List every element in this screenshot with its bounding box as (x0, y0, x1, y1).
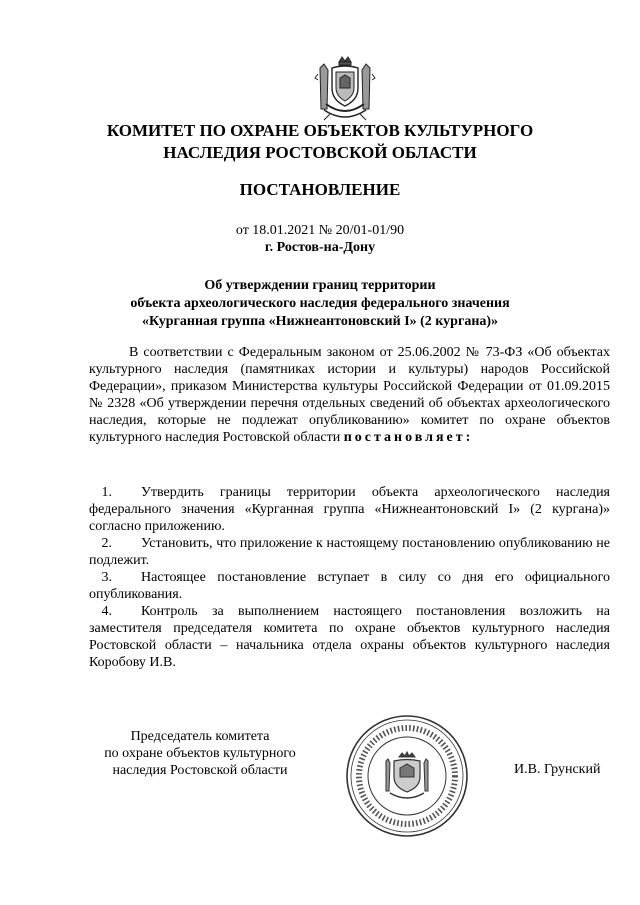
document-date-number: от 18.01.2021 № 20/01-01/90 (235, 223, 405, 238)
item-text: Установить, что приложение к настоящему постановлению опубликованию не подлежит. (89, 536, 610, 568)
intro-paragraph (89, 344, 610, 446)
item-number: 1. (101, 485, 112, 500)
coat-of-arms-icon (312, 54, 378, 126)
organization-name-line1: КОМИТЕТ ПО ОХРАНЕ ОБЪЕКТОВ КУЛЬТУРНОГО (106, 121, 534, 140)
signatory-position-line2: по охране объектов культурного (104, 746, 296, 761)
list-item (89, 603, 610, 671)
list-item (89, 569, 610, 603)
item-number: 2. (101, 536, 112, 551)
signatory-position (80, 728, 320, 779)
official-seal-icon (344, 713, 470, 839)
item-text: Утвердить границы территории объекта археологического наследия федерального значения «Курганная группа «Нижнеантоновский I» (2 кургана)» согласно приложению. (89, 485, 610, 534)
item-text: Контроль за выполнением настоящего постановления возложить на заместителя председателя комитета по охране объектов культурного наследия Ростовской области – начальника отдела охраны объектов культурного наследия Коробову И.В. (89, 604, 610, 670)
subject-line2: объекта археологического наследия федерального значения (130, 296, 510, 311)
list-item (89, 484, 610, 535)
document-type: ПОСТАНОВЛЕНИЕ (239, 180, 401, 199)
organization-name (0, 120, 640, 164)
signatory-position-line3: наследия Ростовской области (112, 763, 288, 778)
signatory-position-line1: Председатель комитета (130, 729, 270, 744)
signatory-name: И.В. Грунский (514, 762, 601, 777)
item-number: 4. (101, 604, 112, 619)
document-city: г. Ростов-на-Дону (264, 240, 376, 255)
subject-line1: Об утверждении границ территории (204, 278, 436, 293)
intro-text: В соответствии с Федеральным законом от 25.06.2002 № 73-ФЗ «Об объектах культурного наследия (памятниках истории и культуры) народов Российской Федерации», приказом Министерства культуры Российской Федерации от 01.09.2015 № 2328 «Об утверждении перечня отдельных сведений об объектах археологического наследия, которые не подлежат опубликованию» комитет по охране объектов культурного наследия Ростовской области (89, 345, 610, 445)
list-item (89, 535, 610, 569)
decree-word: постановляет: (343, 430, 474, 445)
item-text: Настоящее постановление вступает в силу со дня его официального опубликования. (89, 570, 610, 602)
subject-line3: «Курганная группа «Нижнеантоновский I» (2 кургана)» (141, 314, 499, 329)
item-number: 3. (101, 570, 112, 585)
items-list (89, 484, 610, 671)
document-subject (0, 277, 640, 331)
organization-name-line2: НАСЛЕДИЯ РОСТОВСКОЙ ОБЛАСТИ (163, 143, 477, 162)
